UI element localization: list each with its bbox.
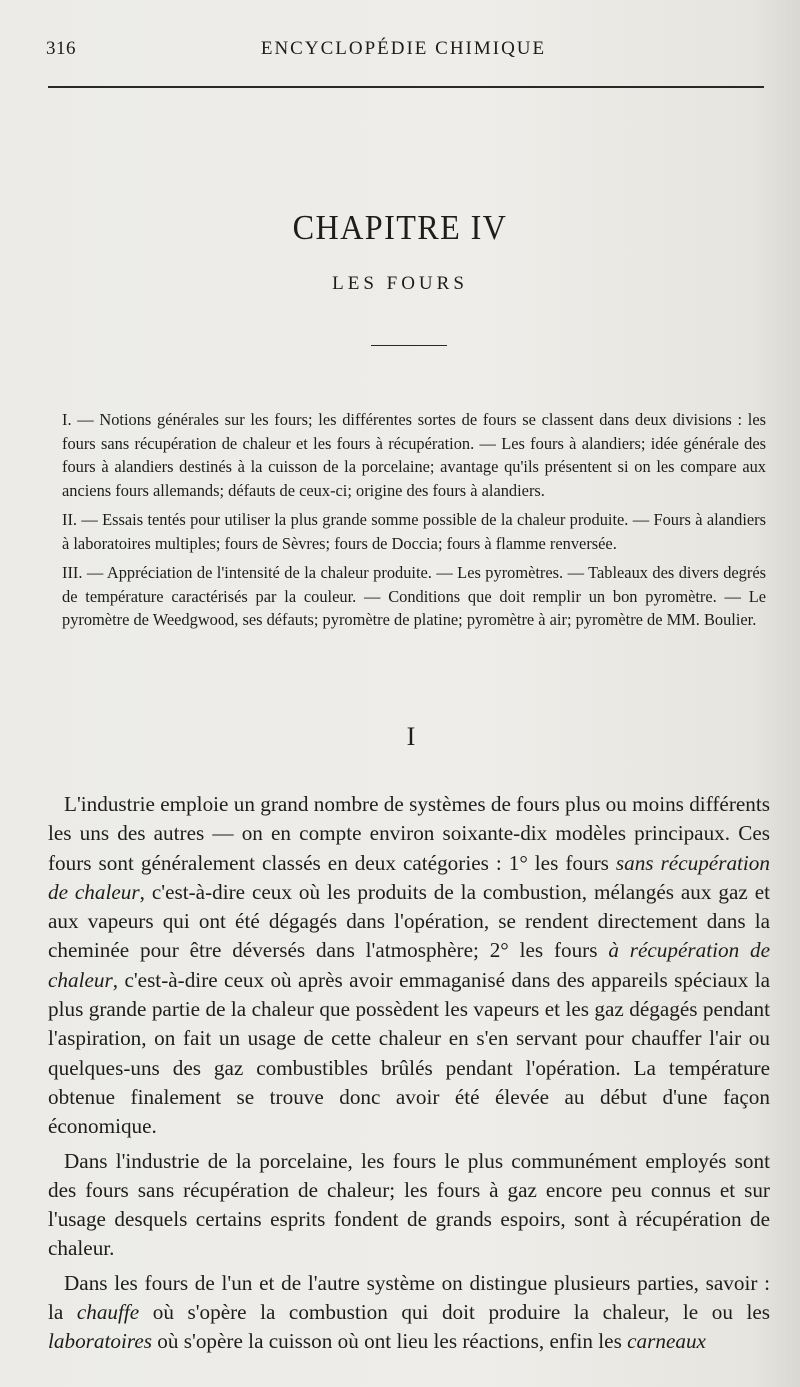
running-title: ENCYCLOPÉDIE CHIMIQUE <box>260 38 547 59</box>
chapter-subtitle: LES FOURS <box>332 273 468 294</box>
chapter-title: CHAPITRE IV <box>292 208 508 247</box>
text-run: , c'est-à-dire ceux où les produits de la combustion, mélangés aux gaz et aux vapeurs qui ont été dégagés dans l'opération, se rendent directement dans la cheminée pour être déversés dans l'atmosphère; 2° les fours <box>48 879 770 963</box>
paragraph <box>48 1269 770 1357</box>
body-text <box>48 790 770 1357</box>
page-number: 316 <box>46 38 76 59</box>
italic-term: chauffe <box>76 1300 140 1325</box>
text-run: où s'opère la combustion qui doit produire la chaleur, le ou les <box>139 1300 770 1325</box>
paragraph <box>48 790 770 1142</box>
section-divider <box>371 345 447 346</box>
summary-item: III. — Appréciation de l'intensité de la chaleur produite. — Les pyromètres. — Tableaux des divers degrés de température caractérisés par la couleur. — Conditions que doit remplir un bon pyromètre. — Le pyromètre de Weedgwood, ses défauts; pyromètre de platine; pyromètre à air; pyromètre de MM. Boulier. <box>62 563 766 629</box>
italic-term: laboratoires <box>48 1329 152 1354</box>
chapter-summary <box>62 408 766 638</box>
italic-term: sans récupération de chaleur <box>48 850 770 904</box>
text-run: L'industrie emploie un grand nombre de systèmes de fours plus ou moins différents les uns des autres — on en compte environ soixante-dix modèles principaux. Ces fours sont généralement classés en deux catégories : 1° les fours <box>48 792 771 875</box>
italic-term: à récupération de chaleur <box>48 938 770 992</box>
text-run: , c'est-à-dire ceux où après avoir emmaganisé dans des appareils spéciaux la plus grande partie de la chaleur que possèdent les vapeurs et les gaz dégagés pendant l'aspiration, on fait un usage de cette chaleur en s'en servant pour chauffer l'air ou quelques-uns des gaz combustibles brûlés pendant l'opération. La température obtenue finalement se trouve donc avoir été élevée au début d'une façon économique. <box>48 967 770 1139</box>
text-run: où s'opère la cuisson où ont lieu les réactions, enfin les <box>151 1329 628 1354</box>
section-numeral: I <box>406 722 416 751</box>
header-rule <box>48 86 764 88</box>
summary-item: I. — Notions générales sur les fours; les différentes sortes de fours se classent dans deux divisions : les fours sans récupération de chaleur et les fours à récupération. — Les fours à alandiers; idée générale des fours à alandiers destinés à la cuisson de la porcelaine; avantage qu'ils présentent si on les compare aux anciens fours allemands; défauts de ceux-ci; origine des fours à alandiers. <box>62 410 766 500</box>
paragraph: Dans l'industrie de la porcelaine, les fours le plus communément employés sont des fours sans récupération de chaleur; les fours à gaz encore peu connus et sur l'usage desquels certains esprits fondent de grands espoirs, sont à récupération de chaleur. <box>48 1148 770 1261</box>
page-header <box>46 38 761 68</box>
text-run: Dans les fours de l'un et de l'autre système on distingue plusieurs parties, savoir : la <box>48 1270 770 1325</box>
italic-term: carneaux <box>627 1329 706 1354</box>
summary-item: II. — Essais tentés pour utiliser la plus grande somme possible de la chaleur produite. — Fours à alandiers à laboratoires multiples; fours de Sèvres; fours de Doccia; fours à flamme renversée. <box>62 510 766 553</box>
